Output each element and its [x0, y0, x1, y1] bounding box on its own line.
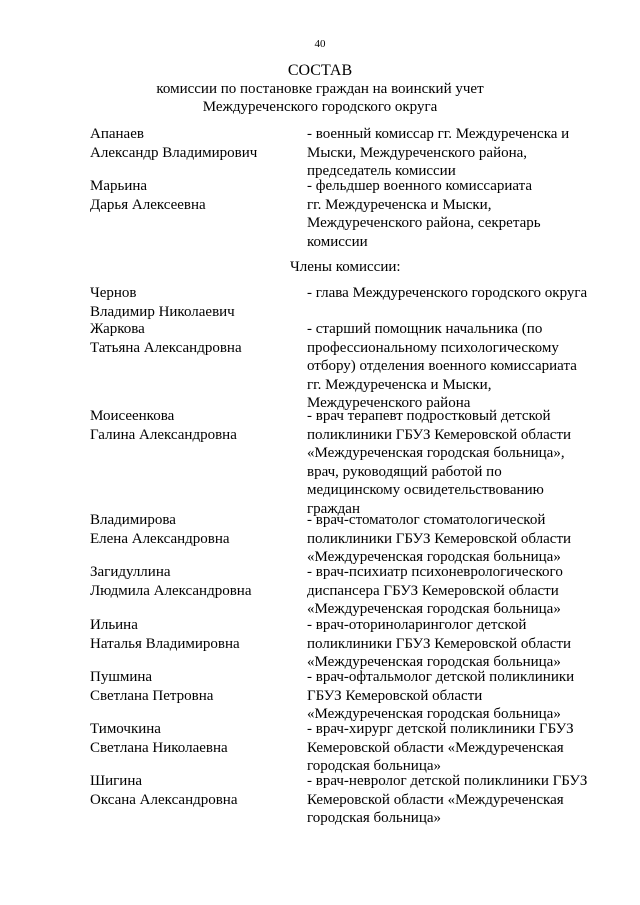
person-name — [90, 563, 305, 600]
person-role — [307, 616, 607, 672]
role-line: «Междуреченская городская больница» — [307, 601, 561, 617]
role-line: - военный комиссар гг. Междуреченска и — [307, 126, 570, 142]
document-title: СОСТАВ — [287, 62, 353, 79]
role-line: граждан — [307, 500, 360, 517]
person-given-name: Оксана Александровна — [90, 791, 238, 808]
role-line: поликлиники ГБУЗ Кемеровской области — [307, 426, 572, 443]
person-surname: Пушмина — [90, 669, 153, 685]
role-line: врач, руководящий работой по — [307, 463, 502, 480]
role-line: профессиональному психологическому — [307, 339, 559, 356]
person-name — [90, 616, 305, 653]
document-subtitle-line-2: Междуреченского городского округа — [202, 99, 438, 115]
role-line: Междуреченского района, секретарь — [307, 215, 541, 231]
person-name — [90, 177, 305, 214]
person-role — [307, 563, 607, 619]
role-line: - врач-стоматолог стоматологической — [307, 512, 546, 528]
role-line: - врач-невролог детской поликлиники ГБУЗ — [307, 773, 588, 789]
person-surname: Владимирова — [90, 512, 176, 528]
page-number: 40 — [314, 38, 326, 50]
person-given-name: Елена Александровна — [90, 530, 230, 547]
person-name — [90, 668, 305, 705]
person-surname: Чернов — [90, 285, 137, 301]
role-line: «Междуреченская городская больница», — [307, 445, 565, 461]
role-line: городская больница» — [307, 758, 442, 774]
person-given-name: Светлана Петровна — [90, 687, 214, 704]
person-name — [90, 720, 305, 757]
person-role — [307, 407, 607, 518]
role-line: комиссии — [307, 233, 368, 250]
person-role — [307, 720, 607, 776]
person-surname: Тимочкина — [90, 721, 161, 737]
role-line: - врач-психиатр психоневрологического — [307, 564, 563, 580]
person-given-name: Галина Александровна — [90, 426, 237, 443]
role-line: диспансера ГБУЗ Кемеровской области — [307, 582, 559, 599]
role-line: - фельдшер военного комиссариата — [307, 178, 533, 194]
person-name — [90, 772, 305, 809]
role-line: - врач-хирург детской поликлиники ГБУЗ — [307, 721, 574, 737]
role-line: медицинскому освидетельствованию — [307, 482, 544, 498]
person-surname: Моисеенкова — [90, 408, 175, 424]
person-name — [90, 511, 305, 548]
members-heading: Члены комиссии: — [290, 259, 401, 275]
person-role — [307, 284, 607, 303]
role-line: Междуреченского района — [307, 395, 471, 411]
person-surname: Жаркова — [90, 321, 145, 337]
person-name — [90, 407, 305, 444]
person-given-name: Наталья Владимировна — [90, 635, 240, 652]
person-surname: Ильина — [90, 617, 138, 633]
person-given-name: Людмила Александровна — [90, 582, 252, 599]
role-line: поликлиники ГБУЗ Кемеровской области — [307, 530, 572, 547]
document-subtitle-line-1: комиссии по постановке граждан на воинский учет — [156, 81, 484, 97]
role-line: поликлиники ГБУЗ Кемеровской области — [307, 635, 572, 652]
person-role — [307, 320, 607, 413]
person-surname: Марьина — [90, 178, 148, 194]
person-name — [90, 284, 305, 321]
role-line: «Междуреченская городская больница» — [307, 706, 561, 722]
role-line: гг. Междуреченска и Мыски, — [307, 196, 492, 213]
person-role — [307, 511, 607, 567]
person-surname: Шигина — [90, 773, 143, 789]
person-role — [307, 125, 607, 181]
person-surname: Загидуллина — [90, 564, 171, 580]
person-surname: Апанаев — [90, 126, 144, 142]
role-line: Кемеровской области «Междуреченская — [307, 739, 564, 756]
role-line: «Междуреченская городская больница» — [307, 549, 561, 565]
person-role — [307, 177, 607, 251]
role-line: - глава Междуреченского городского округа — [307, 285, 588, 301]
person-role — [307, 772, 607, 828]
role-line: ГБУЗ Кемеровской области — [307, 687, 483, 704]
role-line: - врач-оториноларинголог детской — [307, 617, 527, 633]
person-given-name: Владимир Николаевич — [90, 303, 235, 320]
person-given-name: Светлана Николаевна — [90, 739, 228, 756]
person-given-name: Александр Владимирович — [90, 144, 258, 161]
person-name — [90, 320, 305, 357]
role-line: Мыски, Междуреченского района, — [307, 144, 528, 161]
person-given-name: Дарья Алексеевна — [90, 196, 206, 213]
role-line: - врач-офтальмолог детской поликлиники — [307, 669, 575, 685]
role-line: - старший помощник начальника (по — [307, 321, 543, 337]
person-role — [307, 668, 607, 724]
role-line: председатель комиссии — [307, 163, 456, 179]
person-given-name: Татьяна Александровна — [90, 339, 242, 356]
role-line: городская больница» — [307, 810, 442, 826]
person-name — [90, 125, 305, 162]
role-line: отбору) отделения военного комиссариата — [307, 358, 577, 374]
role-line: Кемеровской области «Междуреченская — [307, 791, 564, 808]
role-line: - врач терапевт подростковый детской — [307, 408, 551, 424]
role-line: гг. Междуреченска и Мыски, — [307, 376, 492, 393]
role-line: «Междуреченская городская больница» — [307, 654, 561, 670]
